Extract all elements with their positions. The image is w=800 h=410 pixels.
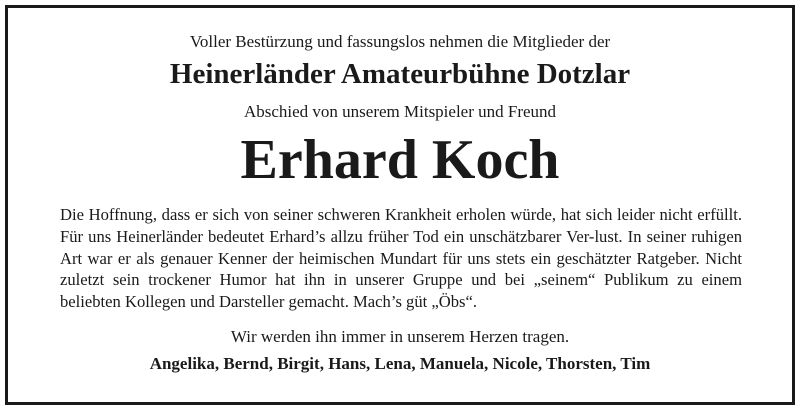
signatures: Angelika, Bernd, Birgit, Hans, Lena, Manuela, Nicole, Thorsten, Tim — [149, 354, 651, 373]
farewell-line: Abschied von unserem Mitspieler und Freund — [243, 102, 557, 121]
intro-line: Voller Bestürzung und fassungslos nehmen die Mitglieder der — [189, 32, 611, 51]
closing-line: Wir werden ihn immer in unserem Herzen tragen. — [230, 327, 570, 346]
organization-name: Heinerländer Amateurbühne Dotzlar — [169, 58, 631, 90]
memorial-text: Die Hoffnung, dass er sich von seiner schweren Krankheit erholen würde, hat sich leider nicht erfüllt. Für uns Heinerländer bedeutet Erhard’s allzu früher Tod ein unschätzbarer Ver-lust. In seiner ruhigen Art war er als genauer Kenner der heimischen Mundart für uns stets ein geschätzter Ratgeber. Nicht zuletzt sein trockener Humor hat ihn in unserer Gruppe und bei „seinem“ Publikum zu einem beliebten Kollegen und Darsteller gemacht. Mach’s güt „Öbs“. — [60, 205, 742, 312]
deceased-name: Erhard Koch — [240, 129, 560, 191]
